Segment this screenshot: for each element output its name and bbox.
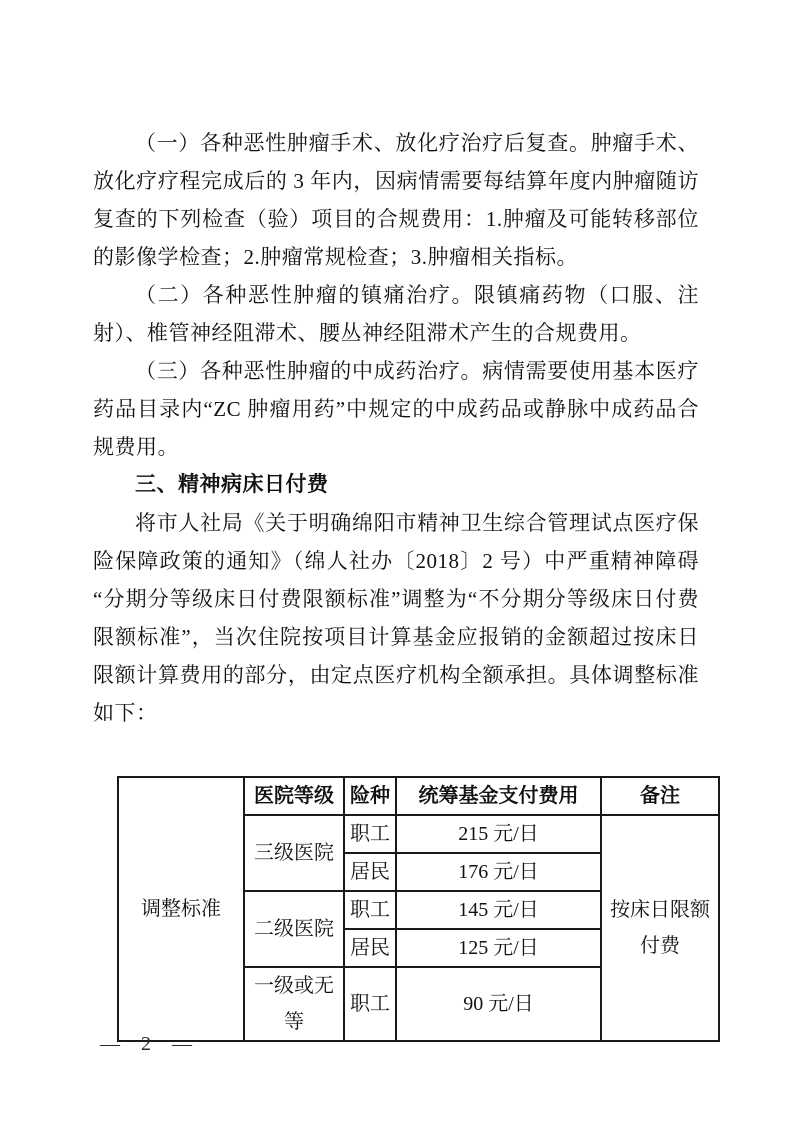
cell-remark: 按床日限额付费 [601, 815, 719, 1041]
document-body [93, 124, 710, 1042]
cell-amount: 90 元/日 [396, 967, 601, 1041]
paragraph-tumor-followup: （一）各种恶性肿瘤手术、放化疗治疗后复查。肿瘤手术、放化疗疗程完成后的 3 年内，因病情需要每结算年度内肿瘤随访复查的下列检查（验）项目的合规费用：1.肿瘤及可能转移部位的影像学检查；2.肿瘤常规检查；3.肿瘤相关指标。 [93, 131, 699, 269]
cell-amount: 176 元/日 [396, 853, 601, 891]
cell-amount: 215 元/日 [396, 815, 601, 853]
cell-hospital-level-tier3: 三级医院 [244, 815, 344, 891]
cell-insurance-type: 职工 [344, 815, 396, 853]
header-insurance-type: 险种 [344, 777, 396, 815]
paragraph-chinese-medicine: （三）各种恶性肿瘤的中成药治疗。病情需要使用基本医疗药品目录内“ZC 肿瘤用药”中规定的中成药品或静脉中成药品合规费用。 [93, 359, 699, 459]
cell-hospital-level-tier1: 一级或无等 [244, 967, 344, 1041]
cell-insurance-type: 职工 [344, 891, 396, 929]
cell-insurance-type: 职工 [344, 967, 396, 1041]
section-heading-psychiatric-bed-day-payment: 三、精神病床日付费 [135, 473, 329, 496]
header-fund-payment: 统筹基金支付费用 [396, 777, 601, 815]
paragraph-policy-adjustment: 将市人社局《关于明确绵阳市精神卫生综合管理试点医疗保险保障政策的通知》（绵人社办〔2018〕2 号）中严重精神障碍“分期分等级床日付费限额标准”调整为“不分期分等级床日付费限额标准”，当次住院按项目计算基金应报销的金额超过按床日限额计算费用的部分，由定点医疗机构全额承担。具体调整标准如下： [93, 511, 699, 725]
header-remark: 备注 [601, 777, 719, 815]
cell-insurance-type: 居民 [344, 853, 396, 891]
cell-hospital-level-tier2: 二级医院 [244, 891, 344, 967]
table-header-row [118, 777, 719, 815]
adjustment-standards-table [117, 776, 720, 1042]
cell-amount: 125 元/日 [396, 929, 601, 967]
paragraph-pain-treatment: （二）各种恶性肿瘤的镇痛治疗。限镇痛药物（口服、注射）、椎管神经阻滞术、腰丛神经阻滞术产生的合规费用。 [93, 283, 699, 345]
cell-insurance-type: 居民 [344, 929, 396, 967]
page-number: — 2 — [100, 1033, 200, 1055]
row-group-label: 调整标准 [118, 777, 244, 1041]
header-hospital-level: 医院等级 [244, 777, 344, 815]
cell-amount: 145 元/日 [396, 891, 601, 929]
